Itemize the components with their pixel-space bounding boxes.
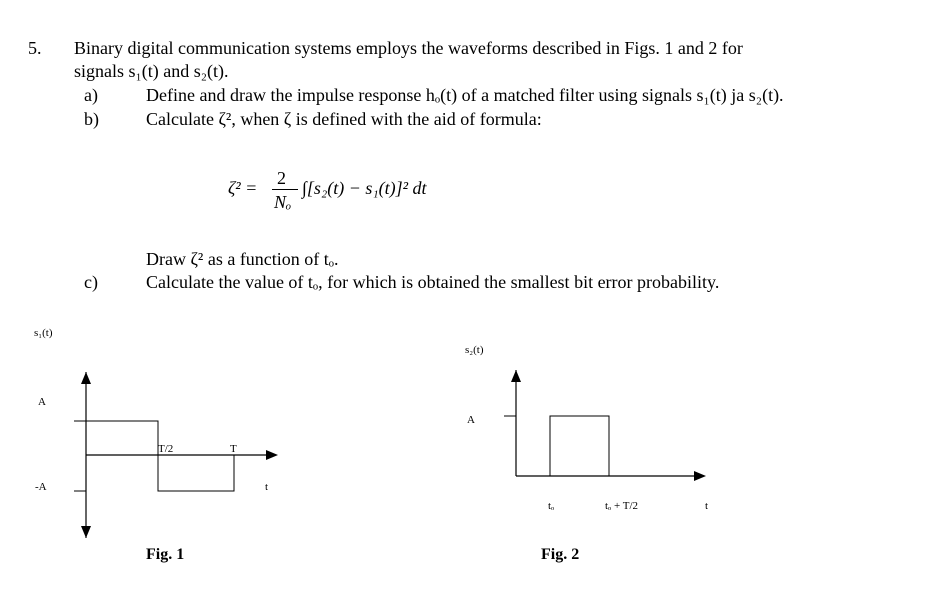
fig2-axes <box>504 370 706 481</box>
fig1-axes <box>74 372 278 538</box>
fig1-x-label: t <box>265 481 269 493</box>
fig1-half-period-label: T/2 <box>158 443 174 455</box>
fig1-x-arrow <box>266 450 278 460</box>
part-c-text: Calculate the value of tₒ, for which is obtained the smallest bit error probability. <box>146 272 720 292</box>
fig1-waveform <box>86 421 234 491</box>
part-c-label: c) <box>84 272 98 292</box>
fig1-period-label: T <box>230 443 237 455</box>
fig1-y-arrow-down <box>81 526 91 538</box>
fig2-x-label: t <box>705 500 709 512</box>
part-b-text: Calculate ζ², when ζ is defined with the aid of formula: <box>146 109 542 129</box>
formula-denominator: Nₒ <box>274 192 292 212</box>
fig2-a-label: A <box>467 414 475 426</box>
part-b-label: b) <box>84 109 99 129</box>
problem-intro-line2: signals s₁(t) and s₂(t). <box>74 61 229 81</box>
fig2-y-arrow <box>511 370 521 382</box>
part-a-label: a) <box>84 85 98 105</box>
fig2-to-label: tₒ <box>548 500 555 512</box>
fig1-neg-a-label: -A <box>35 481 47 493</box>
fig1-a-label: A <box>38 396 46 408</box>
formula-integral: ∫[s₂(t) − s₁(t)]² dt <box>302 178 427 198</box>
fig1-ylabel: s₁(t) <box>34 327 53 339</box>
fig1-y-arrow-up <box>81 372 91 384</box>
fig2-x-arrow <box>694 471 706 481</box>
fig1-caption: Fig. 1 <box>146 546 185 563</box>
formula-numerator: 2 <box>277 168 286 188</box>
fig2-ylabel: s₂(t) <box>465 344 484 356</box>
problem-number: 5. <box>28 38 42 58</box>
draw-text: Draw ζ² as a function of tₒ. <box>146 249 339 269</box>
fig2-caption: Fig. 2 <box>541 546 580 563</box>
fig2-to-half-label: tₒ + T/2 <box>605 500 639 512</box>
fig2-waveform <box>550 416 609 476</box>
formula-lhs: ζ² = <box>228 178 258 198</box>
problem-intro-line1: Binary digital communication systems employs the waveforms described in Figs. 1 and 2 for <box>74 38 743 58</box>
part-a-text: Define and draw the impulse response hₒ(t) of a matched filter using signals s₁(t) ja s₂(t). <box>146 85 784 105</box>
